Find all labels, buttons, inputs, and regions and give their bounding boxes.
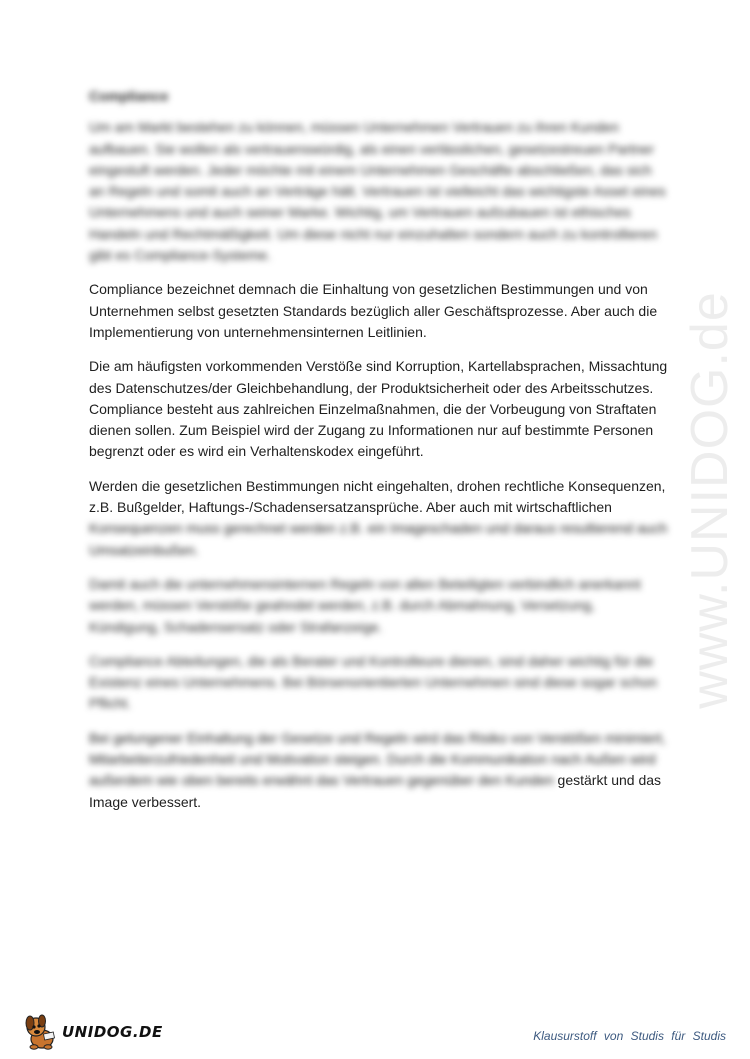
paragraph-benefits-visible: gestärkt und das Image verbessert.: [89, 772, 662, 810]
paragraph-definition: Compliance bezeichnet demnach die Einhaltung von gesetzlichen Bestimmungen und von Unternehmen selbst gesetzten Standards bezüglich aller Geschäftsprozesse. Aber auch die Implementierung von unternehmensinternen Leitlinien.: [89, 281, 658, 340]
unidog-logo: [22, 1012, 163, 1052]
paragraph-consequences-blurred: Konsequenzen muss gerechnet werden z.B. ein Imageschaden und daraus resultierend auch Umsatzeinbußen.: [89, 520, 668, 558]
paragraph-benefits: [89, 728, 669, 813]
paragraph-departments: Compliance Abteilungen, die als Berater und Kontrolleure dienen, sind daher wichtig für die Existenz eines Unternehmens. Bei Börsenorientierten Unternehmen sind diese sogar schon Pflicht.: [89, 652, 658, 712]
paragraph-violations: Die am häufigsten vorkommenden Verstöße sind Korruption, Kartellabsprachen, Missachtung des Datenschutzes/der Gleichbehandlung, der Produktsicherheit oder des Arbeitsschutzes. Compliance besteht aus zahlreichen Einzelmaßnahmen, die der Vorbeugung von Straftaten dienen sollen. Zum Beispiel wird der Zugang zu Informationen nur auf bestimmte Personen begrenzt oder es wird ein Verhaltenskodex eingeführt.: [89, 358, 668, 460]
watermark-text: www.UNIDOG.de: [681, 291, 739, 709]
paragraph-benefits-blurred: Bei gelungener Einhaltung der Gesetze und Regeln wird das Risiko von Verstößen minimiert, Mitarbeiterzufriedenheit und Motivation steigen. Durch die Kommunikation nach Außen wird außerdem wie oben bereits erwähnt das Vertrauen gegenüber den Kunden: [89, 729, 666, 789]
document-body: [89, 86, 669, 826]
paragraph-consequences-visible: Werden die gesetzlichen Bestimmungen nicht eingehalten, drohen rechtliche Konsequenzen, z.B. Bußgelder, Haftungs-/Schadensersatzansprüche. Aber auch mit wirtschaftlichen: [89, 477, 666, 516]
document-heading: Compliance: [89, 88, 169, 104]
paragraph-intro: Um am Markt bestehen zu können, müssen Unternehmen Vertrauen zu ihren Kunden aufbauen. Sie wollen als vertrauenswürdig, als einen verlässlichen, gesetzestreuen Partner eingestuft werden. Jeder möchte mit einem Unternehmen Geschäfte abschließen, das sich an Regeln und somit auch an Verträge hält. Vertrauen ist vielleicht das wichtigste Asset eines Unternehmens und auch seiner Marke. Wichtig, um Vertrauen aufzubauen ist ethisches Handeln und Rechtmäßigkeit. Um diese nicht nur einzuhalten sondern auch zu kontrollieren gibt es Compliance-Systeme.: [89, 119, 666, 264]
dog-mascot-icon: [22, 1013, 60, 1051]
paragraph-sanctions: Damit auch die unternehmensinternen Regeln von allen Beteiligten verbindlich anerkannt werden, müssen Verstöße geahndet werden, z.B. durch Abmahnung, Versetzung, Kündigung, Schadensersatz oder Strafanzeige.: [89, 575, 641, 635]
footer-tagline: Klausurstoff von Studis für Studis: [533, 1029, 726, 1043]
paragraph-consequences: [89, 476, 669, 561]
logo-text: UNIDOG.DE: [62, 1023, 163, 1041]
